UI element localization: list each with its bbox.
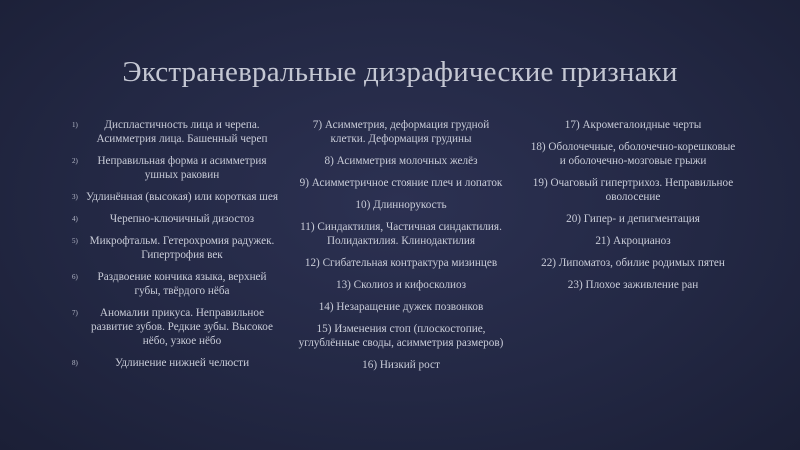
list-item: 21) Акроцианоз: [595, 235, 671, 247]
list-item: 17) Акромегалоидные черты: [564, 119, 702, 131]
list-item: [62, 154, 280, 182]
item-text: Удлинение нижней челюсти: [114, 357, 250, 369]
list-item: 20) Гипер- и депигментация: [566, 213, 700, 225]
item-number: 6): [72, 273, 78, 281]
list-item: 19) Очаговый гипертрихоз. Неправильное оволосение: [532, 177, 734, 203]
item-number: 3): [72, 193, 78, 201]
list-item: 13) Сколиоз и кифосколиоз: [335, 279, 467, 291]
item-text: Аномалии прикуса. Неправильное развитие зубов. Редкие зубы. Высокое нёбо, узкое нёбо: [91, 307, 273, 347]
item-text: Удлинённая (высокая) или короткая шея: [85, 191, 279, 203]
column-3: [528, 118, 738, 300]
list-item: 12) Сгибательная контрактура мизинцев: [304, 257, 498, 269]
item-number: 5): [72, 237, 78, 245]
column-1: [62, 118, 280, 378]
list-item: [62, 270, 280, 298]
item-number: 8): [72, 359, 78, 367]
list-item: [62, 212, 280, 226]
item-number: 4): [72, 215, 78, 223]
list-item: 8) Асимметрия молочных желёз: [324, 155, 478, 167]
list-item: [62, 306, 280, 348]
item-text: Черепно-ключичный дизостоз: [109, 213, 255, 225]
list-item: [62, 356, 280, 370]
item-number: 2): [72, 157, 78, 165]
list-item: [62, 118, 280, 146]
list-item: 14) Незаращение дужек позвонков: [318, 301, 484, 313]
list-item: 9) Асимметричное стояние плеч и лопаток: [299, 177, 503, 189]
column-2: [296, 118, 506, 380]
list-item: 18) Оболочечные, оболочечно-корешковые и оболочечно-мозговые грыжи: [530, 141, 736, 167]
list-item: 10) Длиннорукость: [355, 199, 447, 211]
list-item: 11) Синдактилия, Частичная синдактилия. Полидактилия. Клинодактилия: [300, 221, 502, 247]
slide-title: Экстраневральные дизрафические признаки: [122, 56, 678, 88]
item-text: Раздвоение кончика языка, верхней губы, твёрдого нёба: [97, 271, 267, 297]
list-item: 22) Липоматоз, обилие родимых пятен: [541, 257, 725, 269]
item-text: Диспластичность лица и черепа. Асимметрия лица. Башенный череп: [96, 119, 268, 145]
list-item: 15) Изменения стоп (плоскостопие, углублённые своды, асимметрия размеров): [298, 323, 504, 349]
item-number: 1): [72, 121, 78, 129]
item-text: Микрофтальм. Гетерохромия радужек. Гипертрофия век: [89, 235, 275, 261]
list-item: 7) Асимметрия, деформация грудной клетки. Деформация грудины: [312, 119, 490, 145]
item-number: 7): [72, 309, 78, 317]
item-text: Неправильная форма и асимметрия ушных раковин: [97, 155, 267, 181]
list-item: [62, 234, 280, 262]
list-item: 23) Плохое заживление ран: [567, 279, 699, 291]
list-item: [62, 190, 280, 204]
list-item: 16) Низкий рост: [362, 359, 440, 371]
